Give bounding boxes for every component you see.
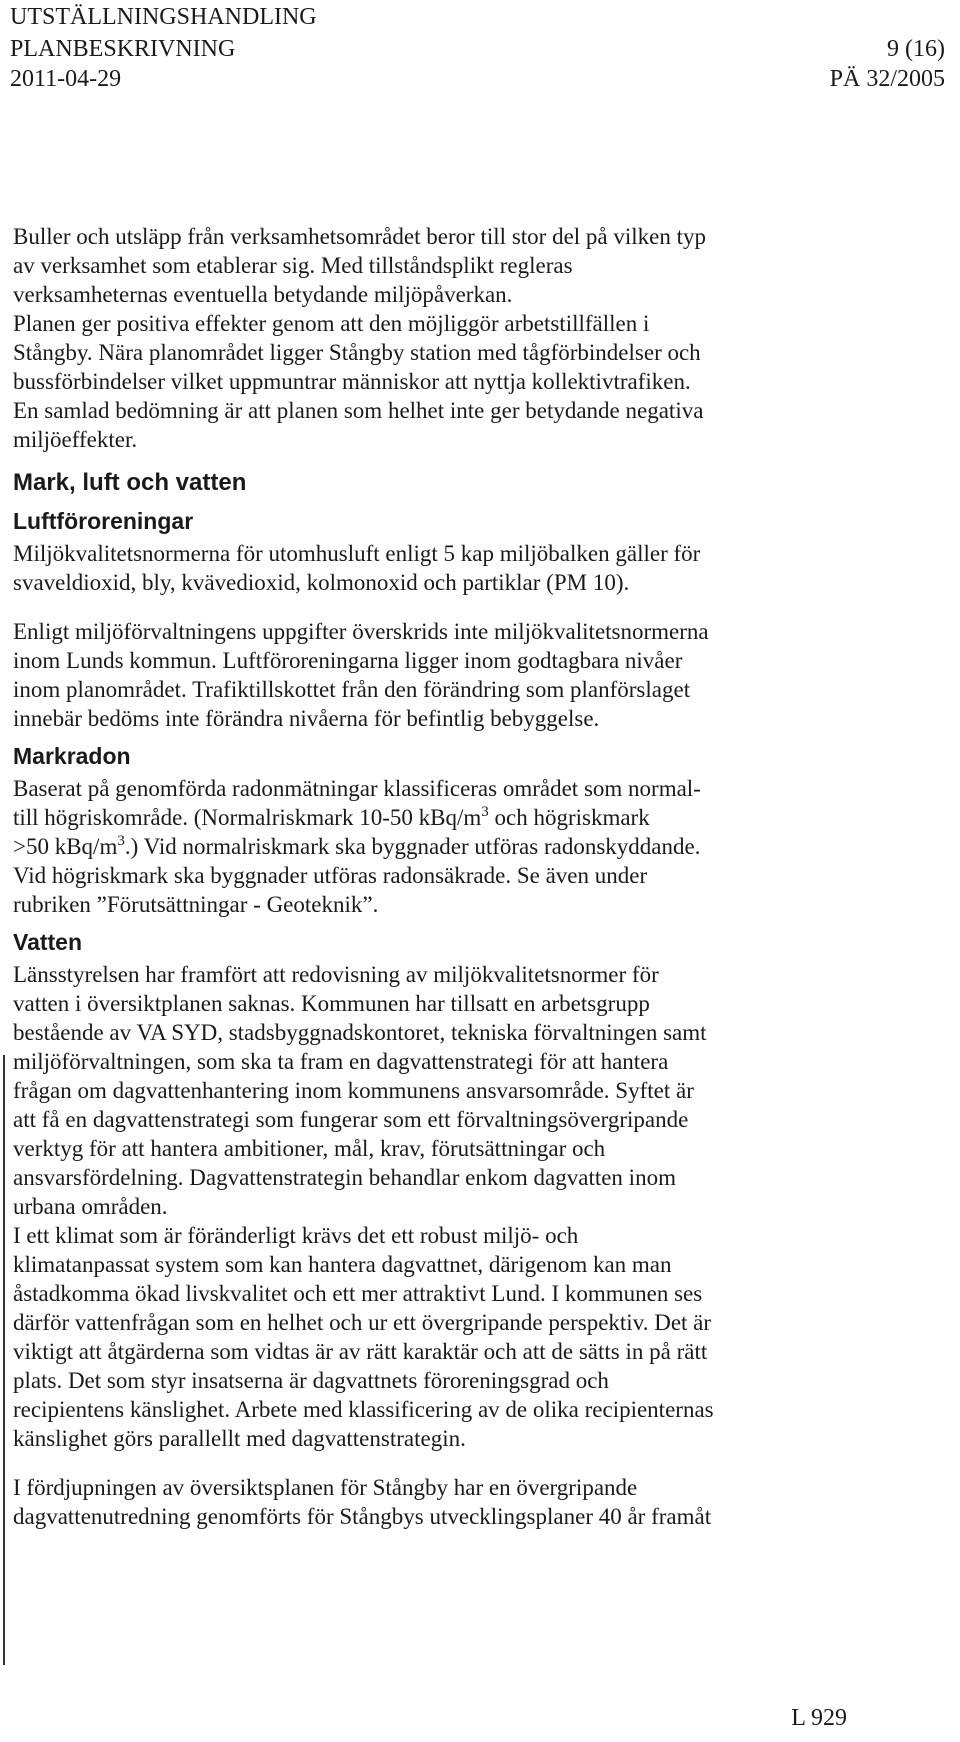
superscript: 3 bbox=[117, 833, 125, 849]
revision-bar bbox=[3, 1055, 5, 1665]
text-line: bestående av VA SYD, stadsbyggnadskontoret, tekniska förvaltningen samt bbox=[13, 1020, 707, 1045]
text-line: känslighet görs parallellt med dagvattenstrategin. bbox=[13, 1426, 466, 1451]
text-line: verktyg för att hantera ambitioner, mål, krav, förutsättningar och bbox=[13, 1136, 606, 1161]
text-line: Stångby. Nära planområdet ligger Stångby station med tågförbindelser och bbox=[13, 340, 701, 365]
subheading-vatten: Vatten bbox=[13, 929, 83, 955]
radon-paragraph bbox=[13, 774, 943, 919]
text-line: att få en dagvattenstrategi som fungerar som ett förvaltningsövergripande bbox=[13, 1107, 689, 1132]
text-fragment: och högriskmark bbox=[488, 805, 650, 830]
text-line: innebär bedöms inte förändra nivåerna för befintlig bebyggelse. bbox=[13, 706, 600, 731]
text-line: klimatanpassat system som kan hantera dagvattnet, därigenom kan man bbox=[13, 1252, 672, 1277]
text-line: viktigt att åtgärderna som vidtas är av rätt karaktär och att de sätts in på rätt bbox=[13, 1339, 708, 1364]
text-line: Miljökvalitetsnormerna för utomhusluft enligt 5 kap miljöbalken gäller för bbox=[13, 541, 701, 566]
text-line: bussförbindelser vilket uppmuntrar människor att nyttja kollektivtrafiken. bbox=[13, 369, 691, 394]
document-date: 2011-04-29 bbox=[10, 66, 122, 92]
text-line: Enligt miljöförvaltningens uppgifter överskrids inte miljökvalitetsnormerna bbox=[13, 619, 709, 644]
text-fragment: >50 kBq/m bbox=[13, 834, 118, 859]
text-line: inom Lunds kommun. Luftföroreningarna ligger inom godtagbara nivåer bbox=[13, 648, 683, 673]
text-line: Vid högriskmark ska byggnader utföras radonsäkrade. Se även under bbox=[13, 863, 648, 888]
text-line: vatten i översiktplanen saknas. Kommunen har tillsatt en arbetsgrupp bbox=[13, 991, 650, 1016]
section-heading-mark-luft-vatten: Mark, luft och vatten bbox=[13, 469, 247, 496]
luft-paragraph-1 bbox=[13, 539, 943, 597]
text-line: Baserat på genomförda radonmätningar klassificeras området som normal- bbox=[13, 776, 701, 801]
text-line: plats. Det som styr insatserna är dagvattnets föroreningsgrad och bbox=[13, 1368, 609, 1393]
text-line: Länsstyrelsen har framfört att redovisning av miljökvalitetsnormer för bbox=[13, 962, 659, 987]
vatten-paragraph-1 bbox=[13, 960, 943, 1221]
text-line bbox=[13, 803, 943, 832]
document-body bbox=[13, 222, 943, 1531]
document-subtitle: PLANBESKRIVNING bbox=[10, 36, 236, 62]
subheading-luftfororeningar: Luftföroreningar bbox=[13, 508, 194, 534]
text-line: Planen ger positiva effekter genom att den möjliggör arbetstillfällen i bbox=[13, 311, 650, 336]
vatten-paragraph-3 bbox=[13, 1473, 943, 1531]
header-row-1 bbox=[10, 2, 945, 32]
intro-paragraph bbox=[13, 222, 943, 454]
text-line: dagvattenutredning genomförts för Stångbys utvecklingsplaner 40 år framåt bbox=[13, 1504, 712, 1529]
text-line: av verksamhet som etablerar sig. Med tillståndsplikt regleras bbox=[13, 253, 573, 278]
text-line: Buller och utsläpp från verksamhetsområdet beror till stor del på vilken typ bbox=[13, 224, 707, 249]
header-row-2 bbox=[10, 34, 945, 64]
footer-code: L 929 bbox=[791, 1705, 847, 1731]
header-row-3 bbox=[10, 64, 945, 94]
text-line: ansvarsfördelning. Dagvattenstrategin behandlar enkom dagvatten inom bbox=[13, 1165, 676, 1190]
text-line: åstadkomma ökad livskvalitet och ett mer attraktivt Lund. I kommunen ses bbox=[13, 1281, 703, 1306]
text-line: urbana områden. bbox=[13, 1194, 168, 1219]
text-line: inom planområdet. Trafiktillskottet från den förändring som planförslaget bbox=[13, 677, 691, 702]
text-line: I ett klimat som är föränderligt krävs det ett robust miljö- och bbox=[13, 1223, 579, 1248]
document-title: UTSTÄLLNINGSHANDLING bbox=[10, 4, 317, 30]
text-line bbox=[13, 832, 943, 861]
text-line: frågan om dagvattenhantering inom kommunens ansvarsområde. Syftet är bbox=[13, 1078, 694, 1103]
text-line: miljöeffekter. bbox=[13, 427, 138, 452]
text-fragment: .) Vid normalriskmark ska byggnader utföras radonskyddande. bbox=[124, 834, 701, 859]
text-line: recipientens känslighet. Arbete med klassificering av de olika recipienternas bbox=[13, 1397, 714, 1422]
page-number: 9 (16) bbox=[887, 36, 945, 62]
text-line: verksamheternas eventuella betydande miljöpåverkan. bbox=[13, 282, 513, 307]
text-fragment: till högriskområde. (Normalriskmark 10-50 kBq/m bbox=[13, 805, 482, 830]
document-reference: PÄ 32/2005 bbox=[829, 66, 945, 92]
vatten-paragraph-2 bbox=[13, 1221, 943, 1453]
text-line: miljöförvaltningen, som ska ta fram en dagvattenstrategi för att hantera bbox=[13, 1049, 669, 1074]
text-line: I fördjupningen av översiktsplanen för Stångby har en övergripande bbox=[13, 1475, 638, 1500]
text-line: därför vattenfrågan som en helhet och ur ett övergripande perspektiv. Det är bbox=[13, 1310, 712, 1335]
superscript: 3 bbox=[481, 804, 489, 820]
subheading-markradon: Markradon bbox=[13, 743, 131, 769]
luft-paragraph-2 bbox=[13, 617, 943, 733]
text-line: En samlad bedömning är att planen som helhet inte ger betydande negativa bbox=[13, 398, 704, 423]
text-line: svaveldioxid, bly, kvävedioxid, kolmonoxid och partiklar (PM 10). bbox=[13, 570, 630, 595]
text-line: rubriken ”Förutsättningar - Geoteknik”. bbox=[13, 892, 379, 917]
